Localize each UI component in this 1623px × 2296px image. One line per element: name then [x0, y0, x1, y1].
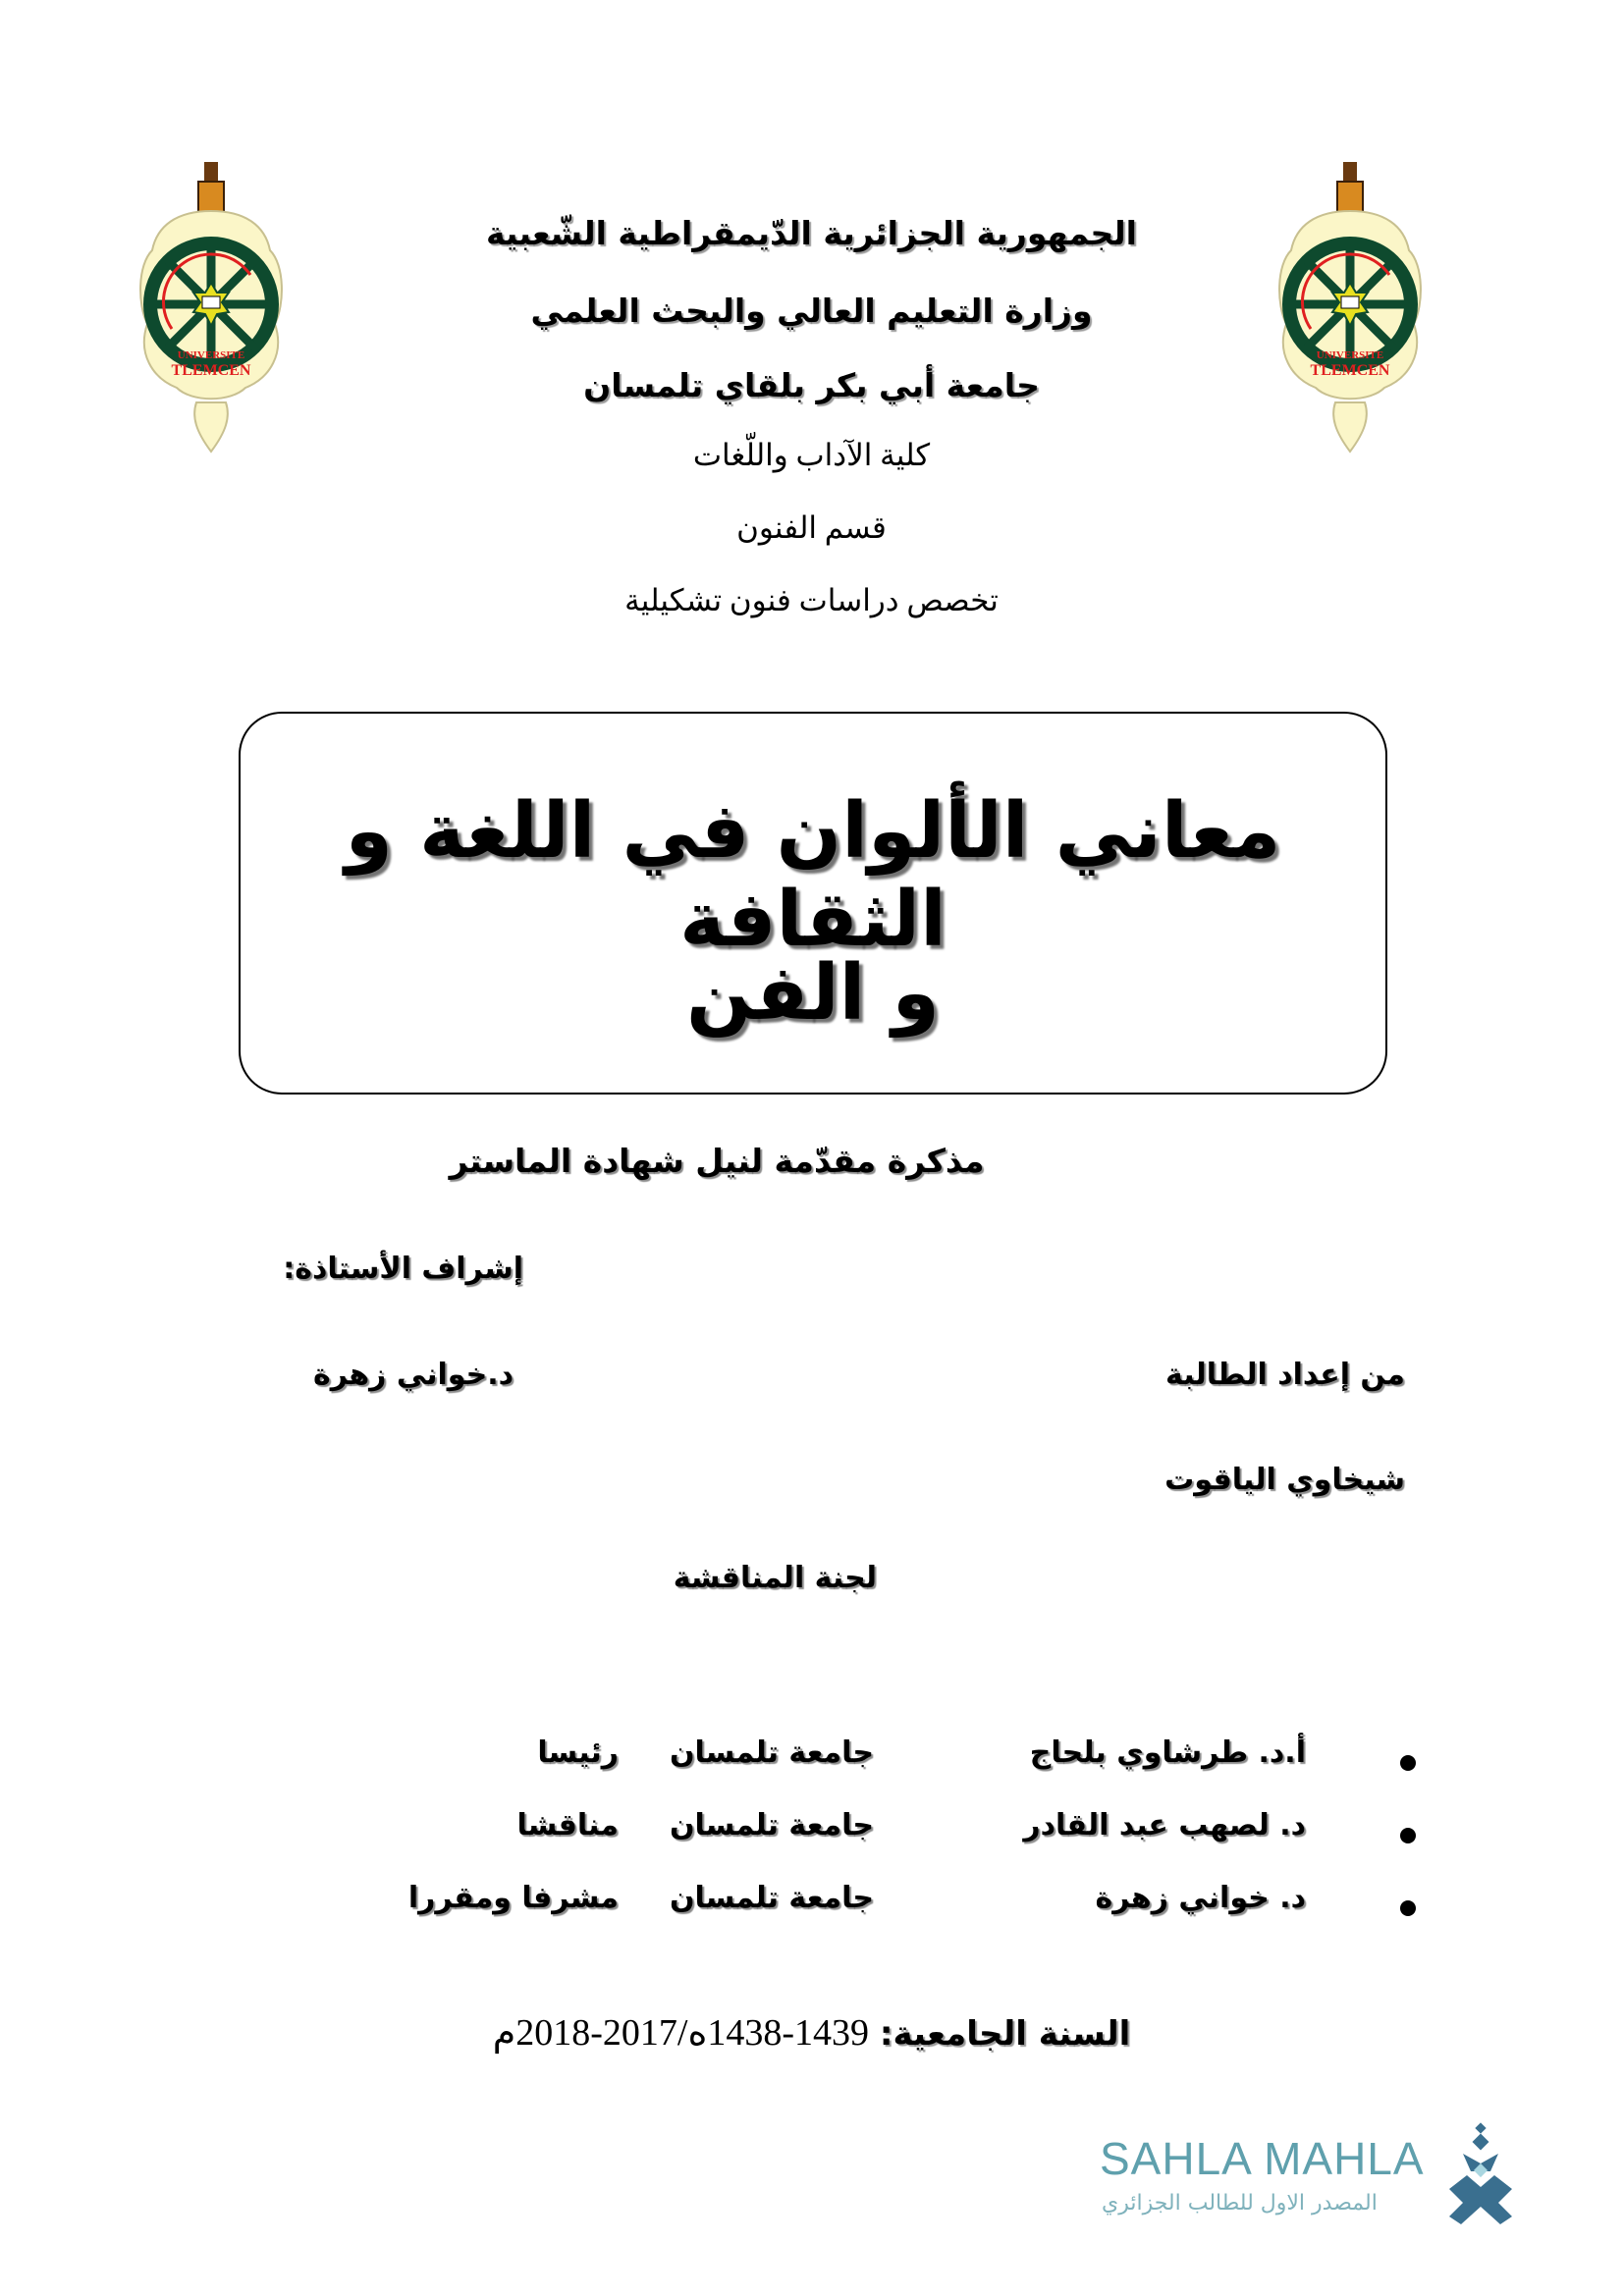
committee-title: لجنة المناقشة: [673, 1561, 877, 1595]
bullet-icon: [1400, 1755, 1416, 1771]
bullet-icon: [1400, 1900, 1416, 1916]
svg-text:TLEMCEN: TLEMCEN: [1310, 362, 1390, 379]
watermark-tagline: المصدر الاول للطالب الجزائري: [1102, 2191, 1378, 2216]
svg-text:UNIVERSITE: UNIVERSITE: [1316, 349, 1384, 361]
thesis-subtitle: مذكرة مقدّمة لنيل شهادة الماستر: [449, 1142, 985, 1180]
academic-year-value: 1439-1438ه/2017-2018م: [492, 2012, 870, 2054]
supervisor-label: إشراف الأستاذة:: [283, 1252, 523, 1286]
svg-text:TLEMCEN: TLEMCEN: [171, 362, 251, 379]
supervisor-name: د.خواني زهرة: [312, 1358, 514, 1392]
member-university: جامعة تلمسان: [669, 1881, 874, 1915]
thesis-title-box: [239, 712, 1387, 1095]
sahla-mahla-logo-icon: [1443, 2120, 1522, 2228]
member-name: د. خواني زهرة: [1095, 1881, 1306, 1915]
committee-member: [196, 1881, 1424, 1940]
thesis-title-line-2: و الفن: [686, 949, 940, 1038]
university-name: جامعة أبي بكر بلقاي تلمسان: [583, 366, 1040, 404]
ministry-name: وزارة التعليم العالي والبحث العلمي: [530, 292, 1093, 330]
republic-name: الجمهورية الجزائرية الدّيمقراطية الشّعبية: [486, 214, 1137, 252]
watermark-brand: SAHLA MAHLA: [1100, 2133, 1425, 2184]
member-university: جامعة تلمسان: [669, 1808, 874, 1842]
member-role: مشرفا ومقررا: [407, 1881, 619, 1915]
member-role: مناقشا: [516, 1808, 619, 1842]
member-university: جامعة تلمسان: [669, 1735, 874, 1770]
committee-member: [196, 1808, 1424, 1867]
svg-text:UNIVERSITE: UNIVERSITE: [177, 349, 245, 361]
thesis-title-line-1: معاني الألوان في اللغة و الثقافة: [345, 787, 1281, 964]
specialization-name: تخصص دراسات فنون تشكيلية: [624, 583, 999, 617]
bullet-icon: [1400, 1828, 1416, 1843]
committee-member: [196, 1735, 1424, 1794]
department-name: قسم الفنون: [736, 510, 887, 545]
member-name: أ.د. طرشاوي بلحاج: [1029, 1735, 1306, 1770]
sahla-mahla-watermark: [1090, 2120, 1522, 2238]
member-role: رئيسا: [537, 1735, 619, 1770]
prepared-by-label: من إعداد الطالبة: [1165, 1358, 1405, 1392]
academic-year-label: السنة الجامعية:: [879, 2014, 1131, 2054]
academic-year: [0, 2010, 1623, 2055]
student-name: شيخاوي الياقوت: [1164, 1463, 1405, 1497]
member-name: د. لصهب عبد القادر: [1023, 1808, 1306, 1842]
faculty-name: كلية الآداب واللّغات: [692, 438, 931, 472]
